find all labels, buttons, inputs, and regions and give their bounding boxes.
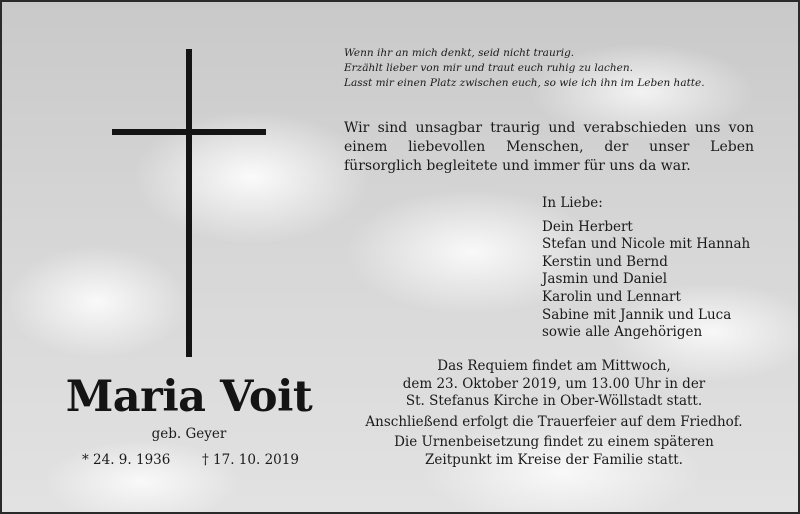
funeral-line: Anschließend erfolgt die Trauerfeier auf dem Friedhof. [365, 413, 743, 430]
urn-info [352, 434, 756, 469]
family-member: Dein Herbert [542, 218, 633, 235]
service-info [352, 358, 756, 472]
birth-date: * 24. 9. 1936 [82, 452, 171, 468]
family-list [542, 195, 782, 342]
family-member: Karolin und Lennart [542, 288, 681, 305]
requiem-line: St. Stefanus Kirche in Ober-Wöllstadt statt. [405, 393, 703, 409]
poem-line: Wenn ihr an mich denkt, seid nicht traurig. [344, 47, 575, 59]
cross-icon [186, 49, 192, 357]
family-member: Kerstin und Bernd [542, 253, 668, 270]
urn-line: Zeitpunkt im Kreise der Familie statt. [425, 451, 683, 468]
funeral-info [352, 414, 756, 432]
requiem-line: Das Requiem findet am Mittwoch, [437, 358, 671, 374]
death-date: † 17. 10. 2019 [202, 452, 299, 468]
poem [344, 46, 764, 91]
requiem-info [352, 358, 756, 411]
family-member: sowie alle Angehörigen [542, 324, 703, 341]
requiem-line: dem 23. Oktober 2019, um 13.00 Uhr in der [402, 375, 706, 392]
poem-line: Erzählt lieber von mir und traut euch ruhig zu lachen. [344, 62, 633, 74]
cross-icon-bar [112, 129, 266, 135]
family-member: Sabine mit Jannik und Luca [542, 306, 732, 323]
family-member: Stefan und Nicole mit Hannah [542, 236, 751, 253]
urn-line: Die Urnenbeisetzung findet zu einem späteren [394, 434, 714, 450]
poem-line: Lasst mir einen Platz zwischen euch, so wie ich ihn im Leben hatte. [344, 77, 705, 89]
intro-text: Wir sind unsagbar traurig und verabschieden uns von einem liebevollen Menschen, der unser Leben fürsorglich begleitete und immer für uns da war. [344, 120, 754, 174]
deceased-name: Maria Voit [65, 372, 313, 422]
family-member: Jasmin und Daniel [542, 271, 668, 288]
maiden-name: geb. Geyer [151, 426, 227, 442]
family-greeting: In Liebe: [542, 195, 603, 211]
